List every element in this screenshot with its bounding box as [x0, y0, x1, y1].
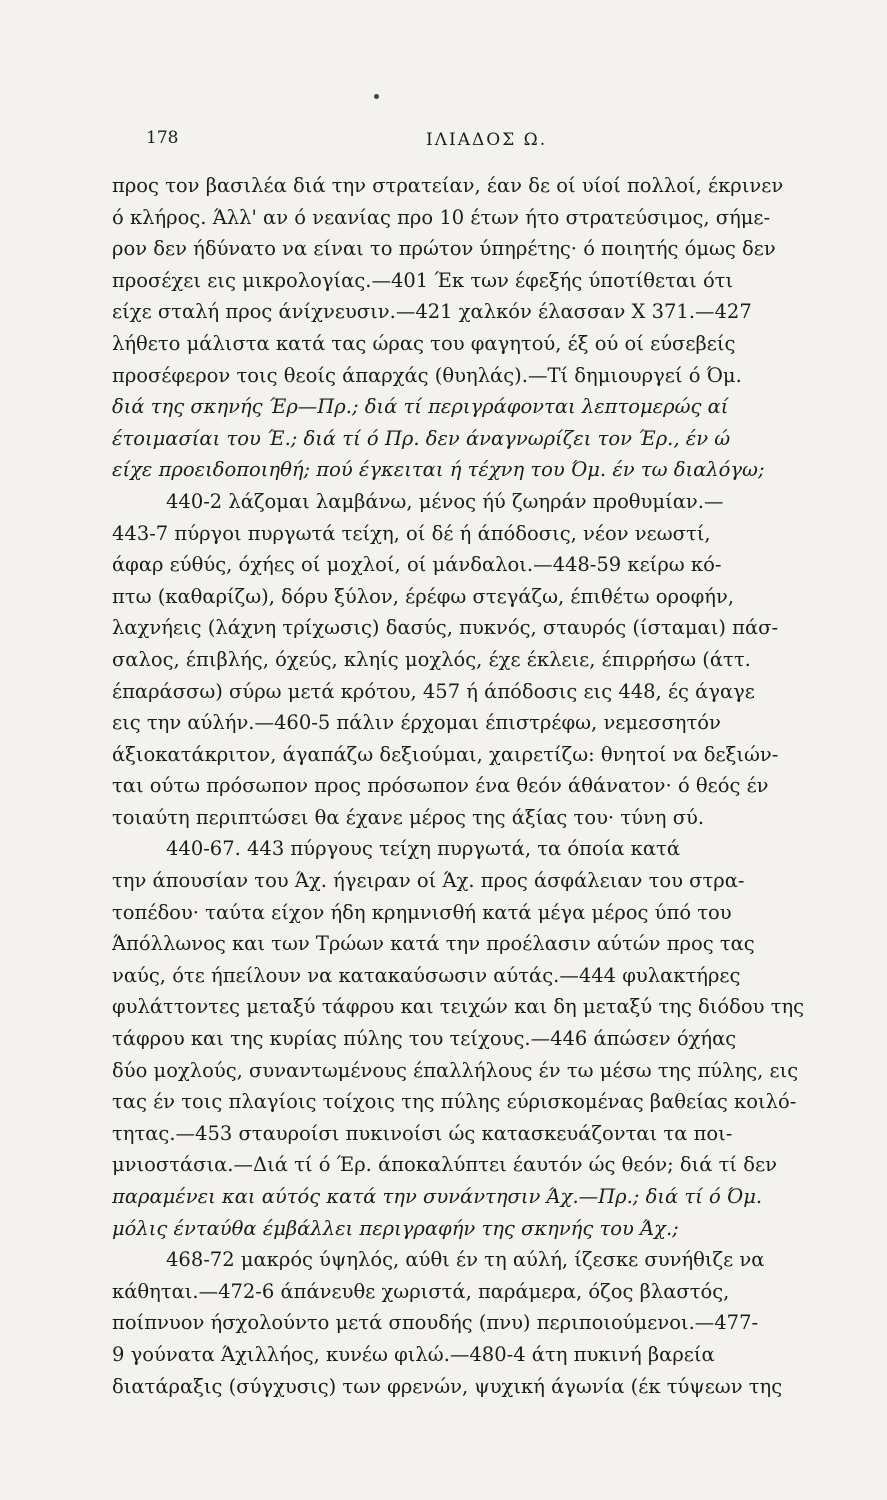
- text-line: ναύς, ότε ήπείλουν να κατακαύσωσιν αύτάς.—444 φυλακτήρες: [112, 963, 741, 987]
- text-line: είχε σταλή προς άνίχνευσιν.—421 χαλκόν έλασσαν Χ 371.—427: [112, 300, 752, 324]
- text-line: έτοιμασίαι του Έ.; διά τί ό Πρ. δεν άναγνωρίζει τον Έρ., έν ώ: [112, 426, 731, 450]
- text-line: τοπέδου· ταύτα είχον ήδη κρημνισθή κατά μέγα μέρος ύπό του: [112, 900, 732, 924]
- text-line: μνιοστάσια.—Διά τί ό Έρ. άποκαλύπτει έαυτόν ώς θεόν; διά τί δεν: [112, 1153, 777, 1177]
- paragraph-start-line: 440-2 λάζομαι λαμβάνω, μένος ήύ ζωηράν προθυμίαν.—: [166, 489, 724, 513]
- text-line: κάθηται.—472-6 άπάνευθε χωριστά, παράμερα, όζος βλαστός,: [112, 1279, 730, 1303]
- text-line: διατάραξις (σύγχυσις) των φρενών, ψυχική άγωνία (έκ τύψεων της: [112, 1374, 783, 1398]
- text-line: 443-7 πύργοι πυργωτά τείχη, οί δέ ή άπόδοσις, νέον νεωστί,: [112, 521, 711, 545]
- page-number: 178: [146, 128, 179, 148]
- text-line: φυλάττοντες μεταξύ τάφρου και τειχών και δη μεταξύ της διόδου της: [112, 995, 805, 1019]
- text-line: σαλος, έπιβλής, όχεύς, κληίς μοχλός, έχε έκλειε, έπιρρήσω (άττ.: [112, 647, 751, 671]
- text-line: λαχνήεις (λάχνη τρίχωσις) δασύς, πυκνός, σταυρός (ίσταμαι) πάσ-: [112, 616, 779, 640]
- text-line: άξιοκατάκριτον, άγαπάζω δεξιούμαι, χαιρετίζω: θνητοί να δεξιών-: [112, 742, 779, 766]
- text-line: διά της σκηνής Έρ—Πρ.; διά τί περιγράφονται λεπτομερώς αί: [112, 395, 729, 419]
- text-line: άφαρ εύθύς, όχήες οί μοχλοί, οί μάνδαλοι.—448-59 κείρω κό-: [112, 553, 722, 577]
- text-line: πτω (καθαρίζω), δόρυ ξύλον, έρέφω στεγάζω, έπιθέτω οροφήν,: [112, 584, 735, 608]
- paragraph-start-line: 468-72 μακρός ύψηλός, αύθι έν τη αύλή, ίζεσκε συνήθιζε να: [166, 1248, 765, 1272]
- text-line: είχε προειδοποιηθή; πού έγκειται ή τέχνη του Όμ. έν τω διαλόγω;: [112, 458, 765, 482]
- text-line: ό κλήρος. Άλλ' αν ό νεανίας προ 10 έτων ήτο στρατεύσιμος, σήμε-: [112, 205, 771, 229]
- text-line: τάφρου και της κυρίας πύλης του τείχους.—446 άπώσεν όχήας: [112, 1027, 737, 1051]
- section-heading-line: 440-67. 443 πύργους τείχη πυργωτά, τα όποία κατά: [166, 837, 680, 861]
- text-line: τας έν τοις πλαγίοις τοίχοις της πύλης εύρισκομένας βαθείας κοιλό-: [112, 1090, 797, 1114]
- text-line: τητας.—453 σταυροίσι πυκινοίσι ώς κατασκευάζονται τα ποι-: [112, 1121, 733, 1145]
- text-line: λήθετο μάλιστα κατά τας ώρας του φαγητού, έξ ού οί εύσεβείς: [112, 331, 736, 355]
- text-line: τοιαύτη περιπτώσει θα έχανε μέρος της άξίας του· τύνη σύ.: [112, 805, 705, 829]
- commentary-body: [112, 170, 805, 1402]
- text-line: ποίπνυον ήσχολούντο μετά σπουδής (πνυ) περιποιούμενοι.—477-: [112, 1311, 759, 1335]
- text-line: ρον δεν ήδύνατο να είναι το πρώτον ύπηρέτης· ό ποιητής όμως δεν: [112, 237, 776, 261]
- text-line: προς τον βασιλέα διά την στρατείαν, έαν δε οί υίοί πολλοί, έκρινεν: [112, 174, 784, 197]
- running-title: ΙΛΙΑΔΟΣ Ω.: [426, 130, 548, 150]
- text-line: Άπόλλωνος και των Τρώων κατά την προέλασιν αύτών προς τας: [112, 932, 755, 956]
- page-header: [146, 128, 826, 158]
- text-line: παραμένει και αύτός κατά την συνάντησιν Άχ.—Πρ.; διά τί ό Όμ.: [112, 1185, 763, 1208]
- ink-dot: [374, 94, 379, 99]
- text-line: 9 γούνατα Άχιλλήος, κυνέω φιλώ.—480-4 άτη πυκινή βαρεία: [112, 1342, 715, 1366]
- text-line: προσέχει εις μικρολογίας.—401 Έκ των έφεξής ύποτίθεται ότι: [112, 268, 734, 292]
- text-line: έπαράσσω) σύρω μετά κρότου, 457 ή άπόδοσις εις 448, ές άγαγε: [112, 679, 755, 703]
- text-line: μόλις ένταύθα έμβάλλει περιγραφήν της σκηνής του Άχ.;: [112, 1216, 679, 1240]
- text-line: την άπουσίαν του Άχ. ήγειραν οί Άχ. προς άσφάλειαν του στρα-: [112, 869, 745, 893]
- text-line: ται ούτω πρόσωπον προς πρόσωπον ένα θεόν άθάνατον· ό θεός έν: [112, 774, 769, 798]
- text-line: δύο μοχλούς, συναντωμένους έπαλλήλους έν τω μέσω της πύλης, εις: [112, 1058, 799, 1082]
- text-line: προσέφερον τοις θεοίς άπαρχάς (θυηλάς).—Τί δημιουργεί ό Όμ.: [112, 363, 742, 387]
- text-line: εις την αύλήν.—460-5 πάλιν έρχομαι έπιστρέφω, νεμεσσητόν: [112, 711, 721, 735]
